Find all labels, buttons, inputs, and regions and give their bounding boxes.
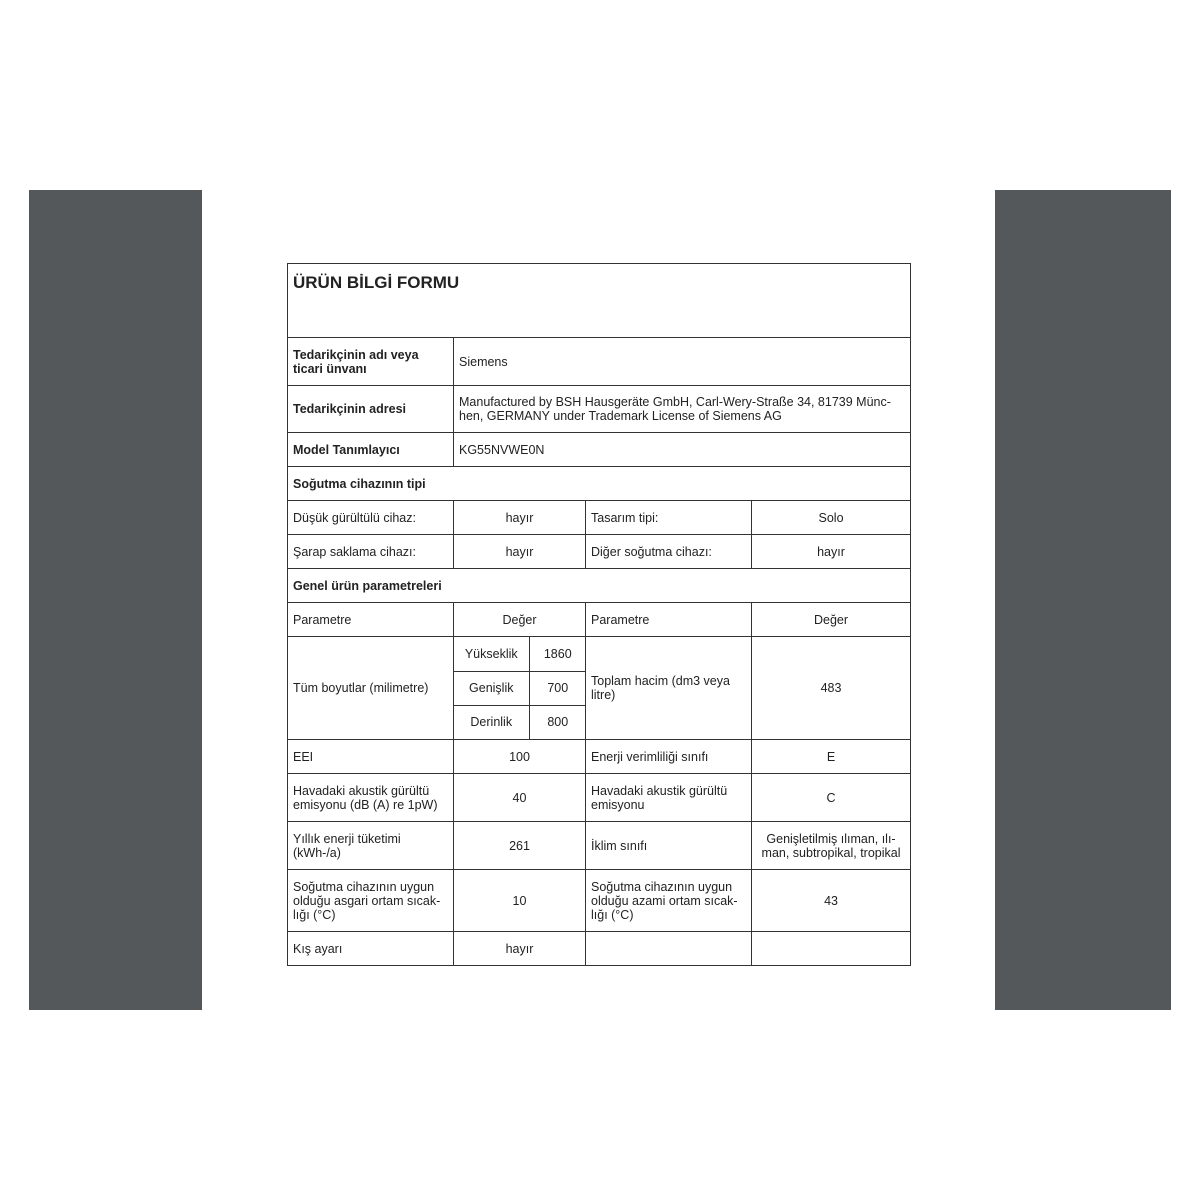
design-type-value: Solo bbox=[752, 501, 911, 535]
depth-label: Derinlik bbox=[454, 705, 529, 739]
dimensions-values bbox=[454, 637, 586, 740]
noise-emission-value: 40 bbox=[454, 774, 586, 822]
climate-class-value: Genişletilmiş ılıman, ılı-man, subtropikal, tropikal bbox=[752, 822, 911, 870]
type-heading: Soğutma cihazının tipi bbox=[288, 467, 911, 501]
value-header: Değer bbox=[454, 603, 586, 637]
general-heading: Genel ürün parametreleri bbox=[288, 569, 911, 603]
noise-class-label: Havadaki akustik gürültü emisyonu bbox=[586, 774, 752, 822]
dimensions-table bbox=[454, 637, 586, 739]
min-temp-label: Soğutma cihazının uygun olduğu asgari ortam sıcak-lığı (°C) bbox=[288, 870, 454, 932]
supplier-address-label: Tedarikçinin adresi bbox=[288, 386, 454, 433]
width-label: Genişlik bbox=[454, 671, 529, 705]
eei-label: EEI bbox=[288, 740, 454, 774]
total-volume-value: 483 bbox=[752, 637, 911, 740]
winter-setting-value: hayır bbox=[454, 932, 586, 966]
low-noise-label: Düşük gürültülü cihaz: bbox=[288, 501, 454, 535]
parameter-header: Parametre bbox=[288, 603, 454, 637]
total-volume-label: Toplam hacim (dm3 veya litre) bbox=[586, 637, 752, 740]
eei-value: 100 bbox=[454, 740, 586, 774]
max-temp-value: 43 bbox=[752, 870, 911, 932]
supplier-name-value: Siemens bbox=[454, 338, 911, 386]
wine-storage-value: hayır bbox=[454, 535, 586, 569]
depth-value: 800 bbox=[529, 705, 586, 739]
annual-energy-value: 261 bbox=[454, 822, 586, 870]
noise-emission-label: Havadaki akustik gürültü emisyonu (dB (A) re 1pW) bbox=[288, 774, 454, 822]
other-appliance-value: hayır bbox=[752, 535, 911, 569]
max-temp-label: Soğutma cihazının uygun olduğu azami ortam sıcak-lığı (°C) bbox=[586, 870, 752, 932]
empty-cell bbox=[586, 932, 752, 966]
energy-class-value: E bbox=[752, 740, 911, 774]
product-information-sheet bbox=[287, 263, 911, 966]
dimensions-label: Tüm boyutlar (milimetre) bbox=[288, 637, 454, 740]
low-noise-value: hayır bbox=[454, 501, 586, 535]
winter-setting-label: Kış ayarı bbox=[288, 932, 454, 966]
supplier-name-label: Tedarikçinin adı veya ticari ünvanı bbox=[288, 338, 454, 386]
climate-class-label: İklim sınıfı bbox=[586, 822, 752, 870]
height-label: Yükseklik bbox=[454, 637, 529, 671]
model-value: KG55NVWE0N bbox=[454, 433, 911, 467]
energy-class-label: Enerji verimliliği sınıfı bbox=[586, 740, 752, 774]
width-value: 700 bbox=[529, 671, 586, 705]
wine-storage-label: Şarap saklama cihazı: bbox=[288, 535, 454, 569]
empty-cell bbox=[752, 932, 911, 966]
model-label: Model Tanımlayıcı bbox=[288, 433, 454, 467]
supplier-address-value: Manufactured by BSH Hausgeräte GmbH, Carl-Wery-Straße 34, 81739 Münc-hen, GERMANY under Trademark License of Siemens AG bbox=[454, 386, 911, 433]
height-value: 1860 bbox=[529, 637, 586, 671]
document-page bbox=[202, 190, 995, 1010]
min-temp-value: 10 bbox=[454, 870, 586, 932]
annual-energy-label: Yıllık enerji tüketimi (kWh-/a) bbox=[288, 822, 454, 870]
design-type-label: Tasarım tipi: bbox=[586, 501, 752, 535]
other-appliance-label: Diğer soğutma cihazı: bbox=[586, 535, 752, 569]
value-header-2: Değer bbox=[752, 603, 911, 637]
noise-class-value: C bbox=[752, 774, 911, 822]
parameter-header-2: Parametre bbox=[586, 603, 752, 637]
form-title: ÜRÜN BİLGİ FORMU bbox=[288, 264, 911, 338]
